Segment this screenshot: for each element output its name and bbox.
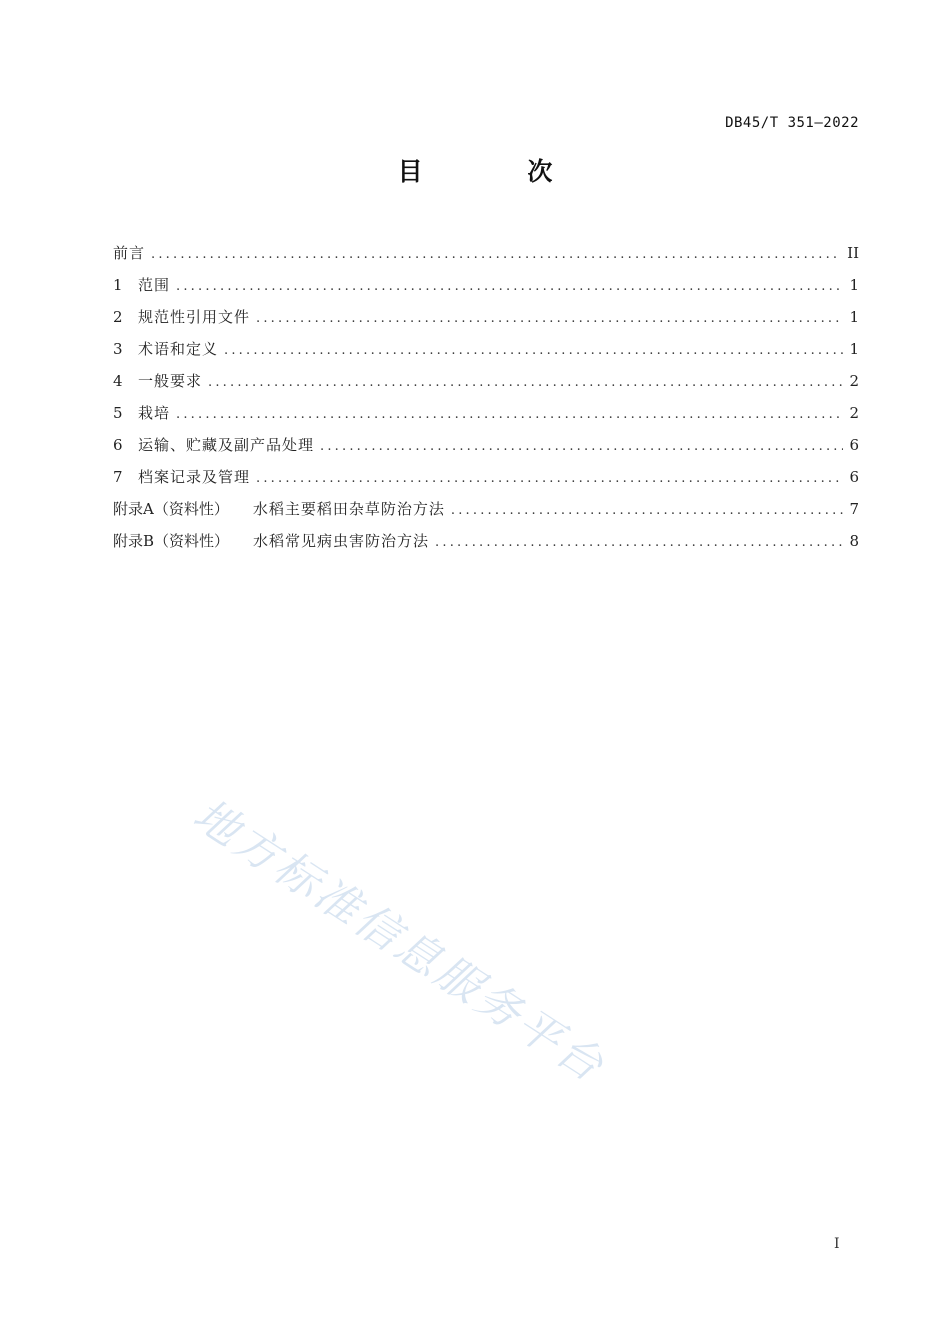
- toc-entry-number: 1: [113, 276, 123, 294]
- toc-entry-number: 6: [113, 436, 123, 454]
- toc-entry-appendix-a[interactable]: [113, 493, 859, 525]
- dot-leader: [176, 399, 843, 431]
- toc-entry-page: 1: [849, 308, 859, 326]
- toc-entry-title: 前言: [113, 244, 146, 262]
- toc-entry-foreword[interactable]: [113, 237, 859, 269]
- toc-entry-title: 档案记录及管理: [138, 468, 251, 486]
- toc-entry-title: 一般要求: [138, 372, 203, 390]
- dot-leader: [176, 271, 843, 303]
- toc-entry-page: 7: [849, 500, 859, 518]
- toc-entry-terms-definitions[interactable]: [113, 333, 859, 365]
- toc-entry-page: 6: [849, 468, 859, 486]
- toc-entry-page: 6: [849, 436, 859, 454]
- toc-entry-title: 术语和定义: [138, 340, 219, 358]
- toc-entry-title: 规范性引用文件: [138, 308, 251, 326]
- dot-leader: [151, 239, 841, 271]
- toc-title: 目 次: [397, 157, 601, 186]
- toc-entry-general-requirements[interactable]: [113, 365, 859, 397]
- toc-entry-title: 运输、贮藏及副产品处理: [138, 436, 315, 454]
- toc-entry-records-management[interactable]: [113, 461, 859, 493]
- toc-entry-number: 7: [113, 468, 123, 486]
- dot-leader: [256, 463, 843, 495]
- toc-entry-title: 栽培: [138, 404, 171, 422]
- toc-entry-number: 3: [113, 340, 123, 358]
- table-of-contents: [113, 237, 859, 557]
- toc-entry-number: 4: [113, 372, 123, 390]
- toc-entry-appendix-label: 附录A（资料性）: [113, 500, 229, 518]
- toc-entry-number: 2: [113, 308, 123, 326]
- toc-entry-number: 5: [113, 404, 123, 422]
- toc-entry-title: 水稻主要稻田杂草防治方法: [252, 500, 445, 518]
- toc-entry-title: 范围: [138, 276, 171, 294]
- toc-entry-page: 2: [849, 404, 859, 422]
- toc-entry-transport-storage[interactable]: [113, 429, 859, 461]
- toc-entry-appendix-b[interactable]: [113, 525, 859, 557]
- dot-leader: [224, 335, 843, 367]
- document-code: DB45/T 351—2022: [725, 115, 859, 131]
- watermark-text: 地方标准信息服务平台: [184, 789, 615, 1094]
- toc-entry-appendix-label: 附录B（资料性）: [113, 532, 230, 550]
- toc-entry-page: 1: [849, 276, 859, 294]
- footer-page-number: I: [834, 1236, 840, 1252]
- dot-leader: [208, 367, 843, 399]
- dot-leader: [435, 527, 843, 559]
- dot-leader: [320, 431, 843, 463]
- toc-entry-page: II: [847, 244, 859, 262]
- toc-entry-title: 水稻常见病虫害防治方法: [253, 532, 430, 550]
- toc-entry-page: 1: [849, 340, 859, 358]
- toc-entry-page: 2: [849, 372, 859, 390]
- dot-leader: [256, 303, 843, 335]
- toc-entry-page: 8: [849, 532, 859, 550]
- toc-entry-cultivation[interactable]: [113, 397, 859, 429]
- toc-entry-normative-references[interactable]: [113, 301, 859, 333]
- toc-entry-scope[interactable]: [113, 269, 859, 301]
- dot-leader: [451, 495, 843, 527]
